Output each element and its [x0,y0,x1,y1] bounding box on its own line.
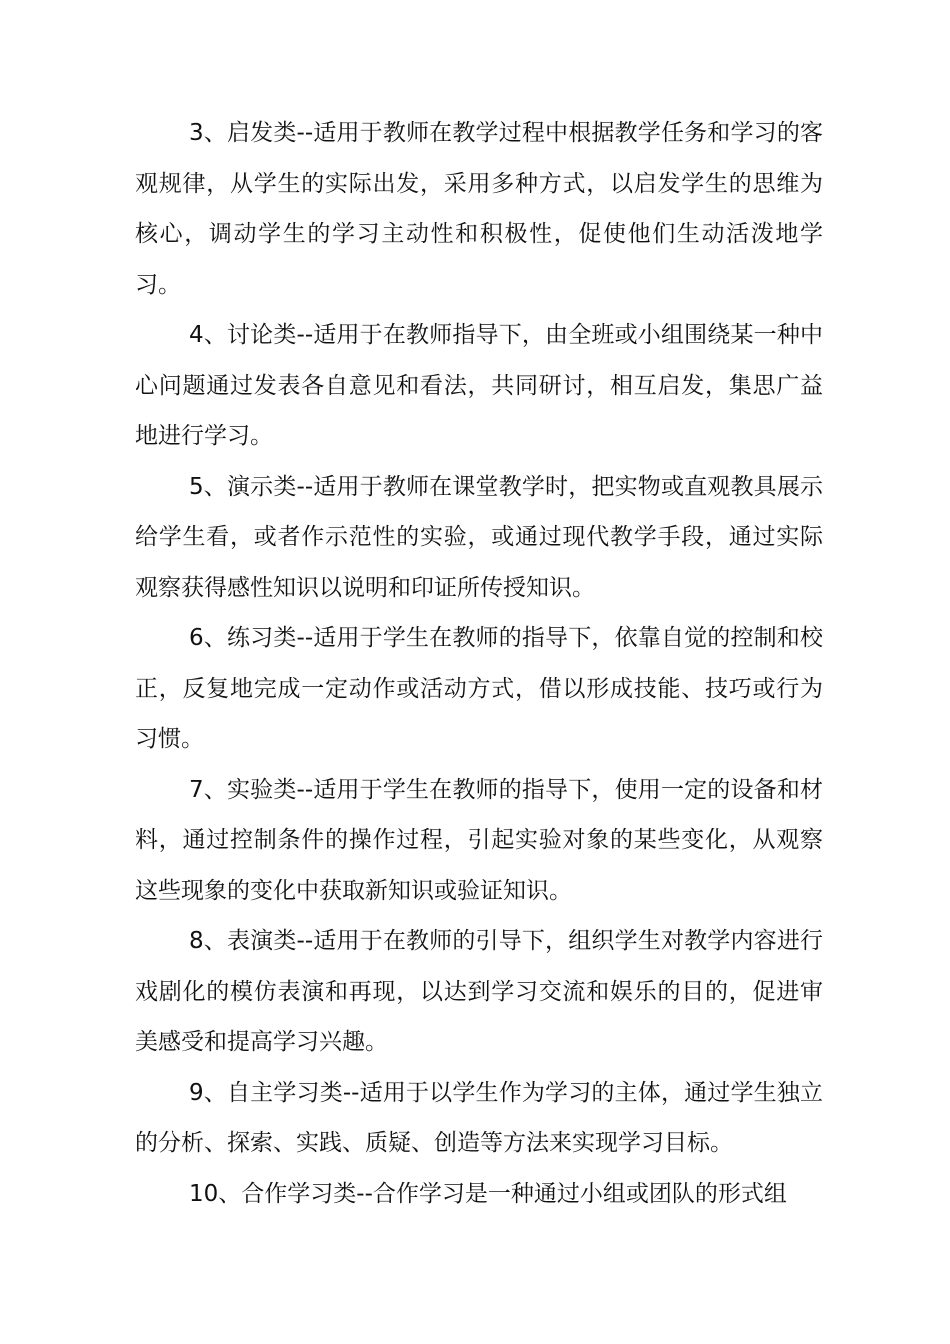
document-body [135,108,823,1219]
paragraph-cooperative-study: 10、合作学习类--合作学习是一种通过小组或团队的形式组 [189,1180,787,1207]
paragraph-demonstration: 5、演示类--适用于教师在课堂教学时，把实物或直观教具展示给学生看，或者作示范性的实验，或通过现代教学手段，通过实际观察获得感性知识以说明和印证所传授知识。 [135,473,823,601]
paragraph-practice: 6、练习类--适用于学生在教师的指导下，依靠自觉的控制和校正，反复地完成一定动作或活动方式，借以形成技能、技巧或行为习惯。 [135,625,823,752]
paragraph-self-study: 9、自主学习类--适用于以学生作为学习的主体，通过学生独立的分析、探索、实践、质疑、创造等方法来实现学习目标。 [135,1079,823,1156]
paragraph-performance: 8、表演类--适用于在教师的引导下，组织学生对教学内容进行戏剧化的模仿表演和再现，以达到学习交流和娱乐的目的，促进审美感受和提高学习兴趣。 [135,928,823,1055]
paragraph-discussion: 4、讨论类--适用于在教师指导下，由全班或小组围绕某一种中心问题通过发表各自意见和看法，共同研讨，相互启发，集思广益地进行学习。 [135,322,823,449]
paragraph-experiment: 7、实验类--适用于学生在教师的指导下，使用一定的设备和材料，通过控制条件的操作过程，引起实验对象的某些变化，从观察这些现象的变化中获取新知识或验证知识。 [135,776,823,904]
paragraph-heuristic: 3、启发类--适用于教师在教学过程中根据教学任务和学习的客观规律，从学生的实际出发，采用多种方式，以启发学生的思维为核心，调动学生的学习主动性和积极性，促使他们生动活泼地学习。 [135,120,823,298]
